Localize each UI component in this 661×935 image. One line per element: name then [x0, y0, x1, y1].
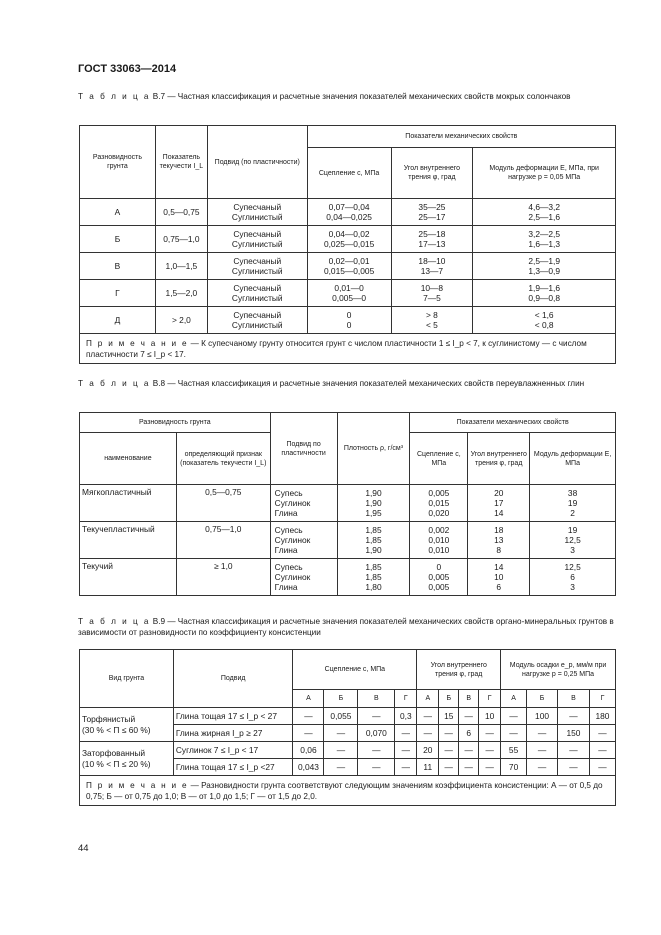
angle-value: 18—10 — [418, 255, 446, 266]
index-cell: 0,75—1,0 — [155, 226, 207, 253]
sign-cell: ≥ 1,0 — [176, 559, 270, 596]
note-label: П р и м е ч а н и е — [86, 781, 189, 790]
modulus-cell — [473, 280, 616, 307]
modulus-value: 1,6—1,3 — [528, 239, 560, 249]
modulus-value: 19 — [567, 524, 578, 535]
subtype-value: Супесь — [274, 561, 303, 572]
angle-cell — [468, 559, 530, 596]
note-text: — Разновидности грунта соответствуют следующим значениям коэффициента консистенции: А — от 0,5 до 0,75; Б — от 0,75 до 1,0; В — от 1,0 до 1,5; Г — от 1,5 до 2,0. — [86, 781, 603, 801]
value-cell: 15 — [439, 708, 459, 725]
subtype-cell — [207, 226, 307, 253]
subtype-value: Суглинистый — [231, 212, 283, 222]
density-value: 1,85 — [365, 561, 382, 572]
cohesion-value: 0 — [436, 561, 442, 572]
angle-value: 13 — [494, 534, 504, 545]
subtype-value: Супесчаный — [233, 309, 282, 320]
col-modulus: Модуль деформации E, МПа — [530, 433, 616, 485]
cohesion-cell — [307, 253, 391, 280]
sign-cell: 0,5—0,75 — [176, 485, 270, 522]
subcol-3: Г — [395, 690, 417, 708]
modulus-cell — [530, 522, 616, 559]
value-cell: — — [558, 742, 590, 759]
table-label: Т а б л и ц а — [78, 617, 151, 626]
subcol-3: Г — [589, 690, 615, 708]
modulus-cell — [473, 199, 616, 226]
cohesion-value: 0,04—0,02 — [328, 228, 370, 239]
subtype-value: Суглинистый — [231, 320, 283, 330]
cohesion-value: 0,025—0,015 — [323, 239, 375, 249]
table-row — [80, 485, 616, 522]
modulus-value: < 0,8 — [534, 320, 554, 330]
index-cell: 1,5—2,0 — [155, 280, 207, 307]
value-cell: 10 — [479, 708, 501, 725]
value-cell: — — [527, 759, 558, 776]
value-cell: — — [558, 708, 590, 725]
table-label: Т а б л и ц а — [78, 92, 151, 101]
table-row — [80, 226, 616, 253]
soil-name-cell: Текучепластичный — [80, 522, 177, 559]
sign-cell: 0,75—1,0 — [176, 522, 270, 559]
angle-value: 13—7 — [420, 266, 444, 276]
index-cell: 0,5—0,75 — [155, 199, 207, 226]
value-cell: 0,043 — [293, 759, 324, 776]
density-cell — [337, 559, 410, 596]
modulus-value: 6 — [570, 571, 575, 582]
table-row — [80, 199, 616, 226]
col-group: Показатели механических свойств — [307, 126, 615, 148]
value-cell: 0,055 — [324, 708, 358, 725]
subtype-value: Супесчаный — [233, 282, 282, 293]
cohesion-value: 0,010 — [428, 545, 450, 556]
table-row — [80, 559, 616, 596]
col-modulus: Модуль осадки e_p, мм/м при нагрузке p = 0,25 МПа — [501, 650, 616, 690]
value-cell: — — [293, 725, 324, 742]
angle-value: 6 — [496, 582, 502, 593]
subtype-value: Суглинистый — [231, 239, 283, 249]
value-cell: — — [395, 725, 417, 742]
cohesion-value: 0,015 — [428, 497, 450, 508]
col-subtype: Подвид (по пластичности) — [207, 126, 307, 199]
subtype-value: Суглинистый — [231, 293, 283, 303]
modulus-value: 19 — [567, 497, 578, 508]
cohesion-value: 0,015—0,005 — [323, 266, 375, 276]
value-cell: — — [324, 759, 358, 776]
modulus-value: 3,2—2,5 — [528, 228, 560, 239]
modulus-value: 2,5—1,6 — [528, 212, 560, 222]
subtype-cell — [207, 253, 307, 280]
subcol-1: Б — [324, 690, 358, 708]
value-cell: — — [417, 725, 439, 742]
subcol-1: Б — [527, 690, 558, 708]
modulus-value: < 1,6 — [534, 309, 554, 320]
angle-value: 17—13 — [418, 239, 446, 249]
value-cell: — — [395, 742, 417, 759]
modulus-value: 38 — [567, 487, 578, 498]
modulus-cell — [473, 226, 616, 253]
value-cell: 0,3 — [395, 708, 417, 725]
angle-value: 10 — [494, 571, 504, 582]
table-b7-caption — [78, 91, 618, 102]
subcol-2: В — [459, 690, 479, 708]
col-modulus: Модуль деформации E, МПа, при нагрузке p = 0,05 МПа — [473, 148, 616, 199]
soil-type-range: (30 % < П ≤ 60 %) — [82, 724, 151, 735]
modulus-value: 12,5 — [564, 561, 581, 572]
cohesion-cell — [307, 199, 391, 226]
table-b9-note — [80, 776, 616, 806]
modulus-value: 3 — [570, 582, 575, 593]
subtype-cell: Глина жирная I_p ≥ 27 — [173, 725, 293, 742]
angle-value: > 8 — [425, 309, 438, 320]
value-cell: — — [501, 725, 527, 742]
modulus-value: 0,9—0,8 — [528, 293, 560, 303]
density-value: 1,95 — [365, 508, 382, 519]
value-cell: — — [479, 725, 501, 742]
modulus-cell — [530, 485, 616, 522]
subtype-cell — [270, 485, 337, 522]
subcol-0: А — [417, 690, 439, 708]
value-cell: — — [479, 759, 501, 776]
col-cohesion: Сцепление c, МПа — [410, 433, 468, 485]
density-value: 1,85 — [365, 534, 382, 545]
angle-cell — [391, 280, 473, 307]
document-header: ГОСТ 33063—2014 — [78, 63, 177, 75]
angle-value: 14 — [494, 508, 504, 519]
col-density: Плотность ρ, г/см³ — [337, 413, 410, 485]
value-cell: 11 — [417, 759, 439, 776]
modulus-value: 3 — [570, 545, 575, 556]
subtype-cell: Суглинок 7 ≤ I_p < 17 — [173, 742, 293, 759]
table-title: В.9 — Частная классификация и расчетные значения показателей механических свойств органо-минеральных грунтов в зависимости от разновидности по коэффициенту консистенции — [78, 617, 614, 637]
subcol-2: В — [358, 690, 395, 708]
col-cohesion: Сцепление c, МПа — [293, 650, 417, 690]
angle-value: 8 — [496, 545, 502, 556]
value-cell: — — [527, 742, 558, 759]
subtype-value: Супесчаный — [233, 255, 282, 266]
value-cell: — — [589, 725, 615, 742]
cohesion-cell — [307, 226, 391, 253]
cohesion-value: 0,01—0 — [334, 282, 364, 293]
index-cell: 1,0—1,5 — [155, 253, 207, 280]
soil-type-cell — [80, 742, 174, 776]
subtype-value: Супесь — [274, 487, 303, 498]
subtype-cell — [207, 307, 307, 334]
subtype-value: Суглинок — [274, 497, 311, 508]
angle-value: < 5 — [425, 320, 438, 330]
soil-type-name: Заторфованный — [82, 748, 146, 759]
value-cell: 6 — [459, 725, 479, 742]
density-value: 1,85 — [365, 524, 382, 535]
index-cell: > 2,0 — [155, 307, 207, 334]
col-type: Вид грунта — [80, 650, 174, 708]
modulus-value: 1,9—1,6 — [528, 282, 560, 293]
table-row — [80, 253, 616, 280]
col-subtype: Подвид — [173, 650, 293, 708]
cohesion-cell — [410, 522, 468, 559]
value-cell: — — [417, 708, 439, 725]
value-cell: 20 — [417, 742, 439, 759]
angle-value: 14 — [494, 561, 504, 572]
page-number: 44 — [78, 843, 89, 854]
angle-cell — [391, 226, 473, 253]
angle-value: 17 — [494, 497, 504, 508]
table-b9-caption — [78, 616, 618, 638]
subtype-cell — [207, 280, 307, 307]
cohesion-value: 0,005 — [428, 487, 450, 498]
modulus-value: 12,5 — [564, 534, 581, 545]
cohesion-value: 0 — [346, 309, 352, 320]
cohesion-value: 0,04—0,025 — [326, 212, 372, 222]
density-value: 1,90 — [365, 545, 382, 556]
value-cell: — — [358, 759, 395, 776]
table-b8 — [79, 412, 616, 596]
density-value: 1,90 — [365, 487, 382, 498]
value-cell: 0,070 — [358, 725, 395, 742]
value-cell: — — [459, 708, 479, 725]
cohesion-cell — [307, 280, 391, 307]
soil-name-cell: Текучий — [80, 559, 177, 596]
subtype-value: Суглинок — [274, 534, 311, 545]
angle-value: 7—5 — [423, 293, 441, 303]
col-angle: Угол внутреннего трения φ, град — [468, 433, 530, 485]
angle-cell — [468, 485, 530, 522]
subtype-value: Суглинистый — [231, 266, 283, 276]
cohesion-cell — [410, 559, 468, 596]
modulus-value: 4,6—3,2 — [528, 201, 560, 212]
table-row — [80, 742, 616, 759]
value-cell: 55 — [501, 742, 527, 759]
subtype-cell — [207, 199, 307, 226]
density-value: 1,85 — [365, 571, 382, 582]
soil-type-name: Торфянистый — [82, 714, 136, 725]
angle-cell — [391, 253, 473, 280]
value-cell: — — [358, 742, 395, 759]
value-cell: — — [589, 759, 615, 776]
subtype-value: Супесчаный — [233, 228, 282, 239]
angle-value: 25—17 — [418, 212, 446, 222]
value-cell: — — [527, 725, 558, 742]
subcol-3: Г — [479, 690, 501, 708]
table-title: В.7 — Частная классификация и расчетные значения показателей механических свойств мокрых солончаков — [152, 92, 571, 101]
col-subtype: Подвид по пластичности — [270, 413, 337, 485]
cohesion-value: 0,005 — [428, 571, 450, 582]
table-row — [80, 280, 616, 307]
cohesion-value: 0,005 — [428, 582, 450, 593]
col-group: Показатели механических свойств — [410, 413, 616, 433]
value-cell: — — [439, 725, 459, 742]
table-b8-caption — [78, 378, 618, 389]
soil-type-cell: Г — [80, 280, 156, 307]
angle-value: 10—8 — [420, 282, 444, 293]
soil-name-cell: Мягкопластичный — [80, 485, 177, 522]
subtype-cell: Глина тощая 17 ≤ I_p < 27 — [173, 708, 293, 725]
value-cell: — — [395, 759, 417, 776]
soil-type-cell: В — [80, 253, 156, 280]
modulus-cell — [473, 253, 616, 280]
value-cell: — — [358, 708, 395, 725]
col-angle: Угол внутреннего трения φ, град — [417, 650, 501, 690]
col-type: Разновидность грунта — [80, 126, 156, 199]
density-value: 1,90 — [365, 497, 382, 508]
table-b9 — [79, 649, 616, 806]
cohesion-cell — [307, 307, 391, 334]
density-cell — [337, 522, 410, 559]
col-angle: Угол внутреннего трения φ, град — [391, 148, 473, 199]
angle-value: 18 — [494, 524, 504, 535]
value-cell: 0,06 — [293, 742, 324, 759]
modulus-value: 2 — [570, 508, 575, 519]
soil-type-cell: Д — [80, 307, 156, 334]
value-cell: — — [501, 708, 527, 725]
subtype-value: Глина — [274, 582, 298, 593]
subtype-cell — [270, 522, 337, 559]
value-cell: — — [324, 725, 358, 742]
table-row — [80, 708, 616, 725]
cohesion-value: 0 — [346, 320, 352, 330]
modulus-cell — [530, 559, 616, 596]
cohesion-value: 0,020 — [428, 508, 450, 519]
subtype-cell: Глина тощая 17 ≤ I_p <27 — [173, 759, 293, 776]
cohesion-value: 0,005—0 — [332, 293, 367, 303]
cohesion-value: 0,002 — [428, 524, 450, 535]
angle-cell — [468, 522, 530, 559]
table-b7-note — [80, 334, 616, 364]
density-value: 1,80 — [365, 582, 382, 593]
value-cell: 180 — [589, 708, 615, 725]
cohesion-value: 0,02—0,01 — [328, 255, 370, 266]
table-title: В.8 — Частная классификация и расчетные значения показателей механических свойств переувлажненных глин — [152, 379, 585, 388]
note-text: — К супесчаному грунту относится грунт с числом пластичности 1 ≤ I_p < 7, к суглинистому — с числом пластичности 7 ≤ I_p < 17. — [86, 339, 587, 359]
value-cell: — — [459, 742, 479, 759]
col-type: Разновидность грунта — [80, 413, 271, 433]
subtype-value: Супесчаный — [233, 201, 282, 212]
density-cell — [337, 485, 410, 522]
soil-type-cell: А — [80, 199, 156, 226]
value-cell: — — [439, 759, 459, 776]
value-cell: — — [558, 759, 590, 776]
value-cell: — — [479, 742, 501, 759]
subtype-cell — [270, 559, 337, 596]
value-cell: — — [459, 759, 479, 776]
soil-type-range: (10 % < П ≤ 20 %) — [82, 758, 151, 769]
subcol-1: Б — [439, 690, 459, 708]
soil-type-cell: Б — [80, 226, 156, 253]
modulus-cell — [473, 307, 616, 334]
col-index: Показатель текучести I_L — [155, 126, 207, 199]
angle-value: 25—18 — [418, 228, 446, 239]
table-row — [80, 522, 616, 559]
col-name: наименование — [80, 433, 177, 485]
value-cell: — — [439, 742, 459, 759]
cohesion-value: 0,07—0,04 — [328, 201, 370, 212]
angle-value: 20 — [494, 487, 504, 498]
cohesion-value: 0,010 — [428, 534, 450, 545]
modulus-value: 1,3—0,9 — [528, 266, 560, 276]
angle-value: 35—25 — [418, 201, 446, 212]
cohesion-cell — [410, 485, 468, 522]
note-label: П р и м е ч а н и е — [86, 339, 189, 348]
subtype-value: Супесь — [274, 524, 303, 535]
table-b7 — [79, 125, 616, 364]
subtype-value: Суглинок — [274, 571, 311, 582]
subtype-value: Глина — [274, 545, 298, 556]
angle-cell — [391, 307, 473, 334]
value-cell: — — [324, 742, 358, 759]
modulus-value: 2,5—1,9 — [528, 255, 560, 266]
subcol-2: В — [558, 690, 590, 708]
col-cohesion: Сцепление c, МПа — [307, 148, 391, 199]
subcol-0: А — [293, 690, 324, 708]
table-label: Т а б л и ц а — [78, 379, 151, 388]
col-sign: определяющий признак (показатель текучести I_L) — [176, 433, 270, 485]
value-cell: — — [293, 708, 324, 725]
value-cell: 100 — [527, 708, 558, 725]
angle-cell — [391, 199, 473, 226]
value-cell: — — [589, 742, 615, 759]
subcol-0: А — [501, 690, 527, 708]
value-cell: 70 — [501, 759, 527, 776]
subtype-value: Глина — [274, 508, 298, 519]
value-cell: 150 — [558, 725, 590, 742]
table-row — [80, 307, 616, 334]
soil-type-cell — [80, 708, 174, 742]
